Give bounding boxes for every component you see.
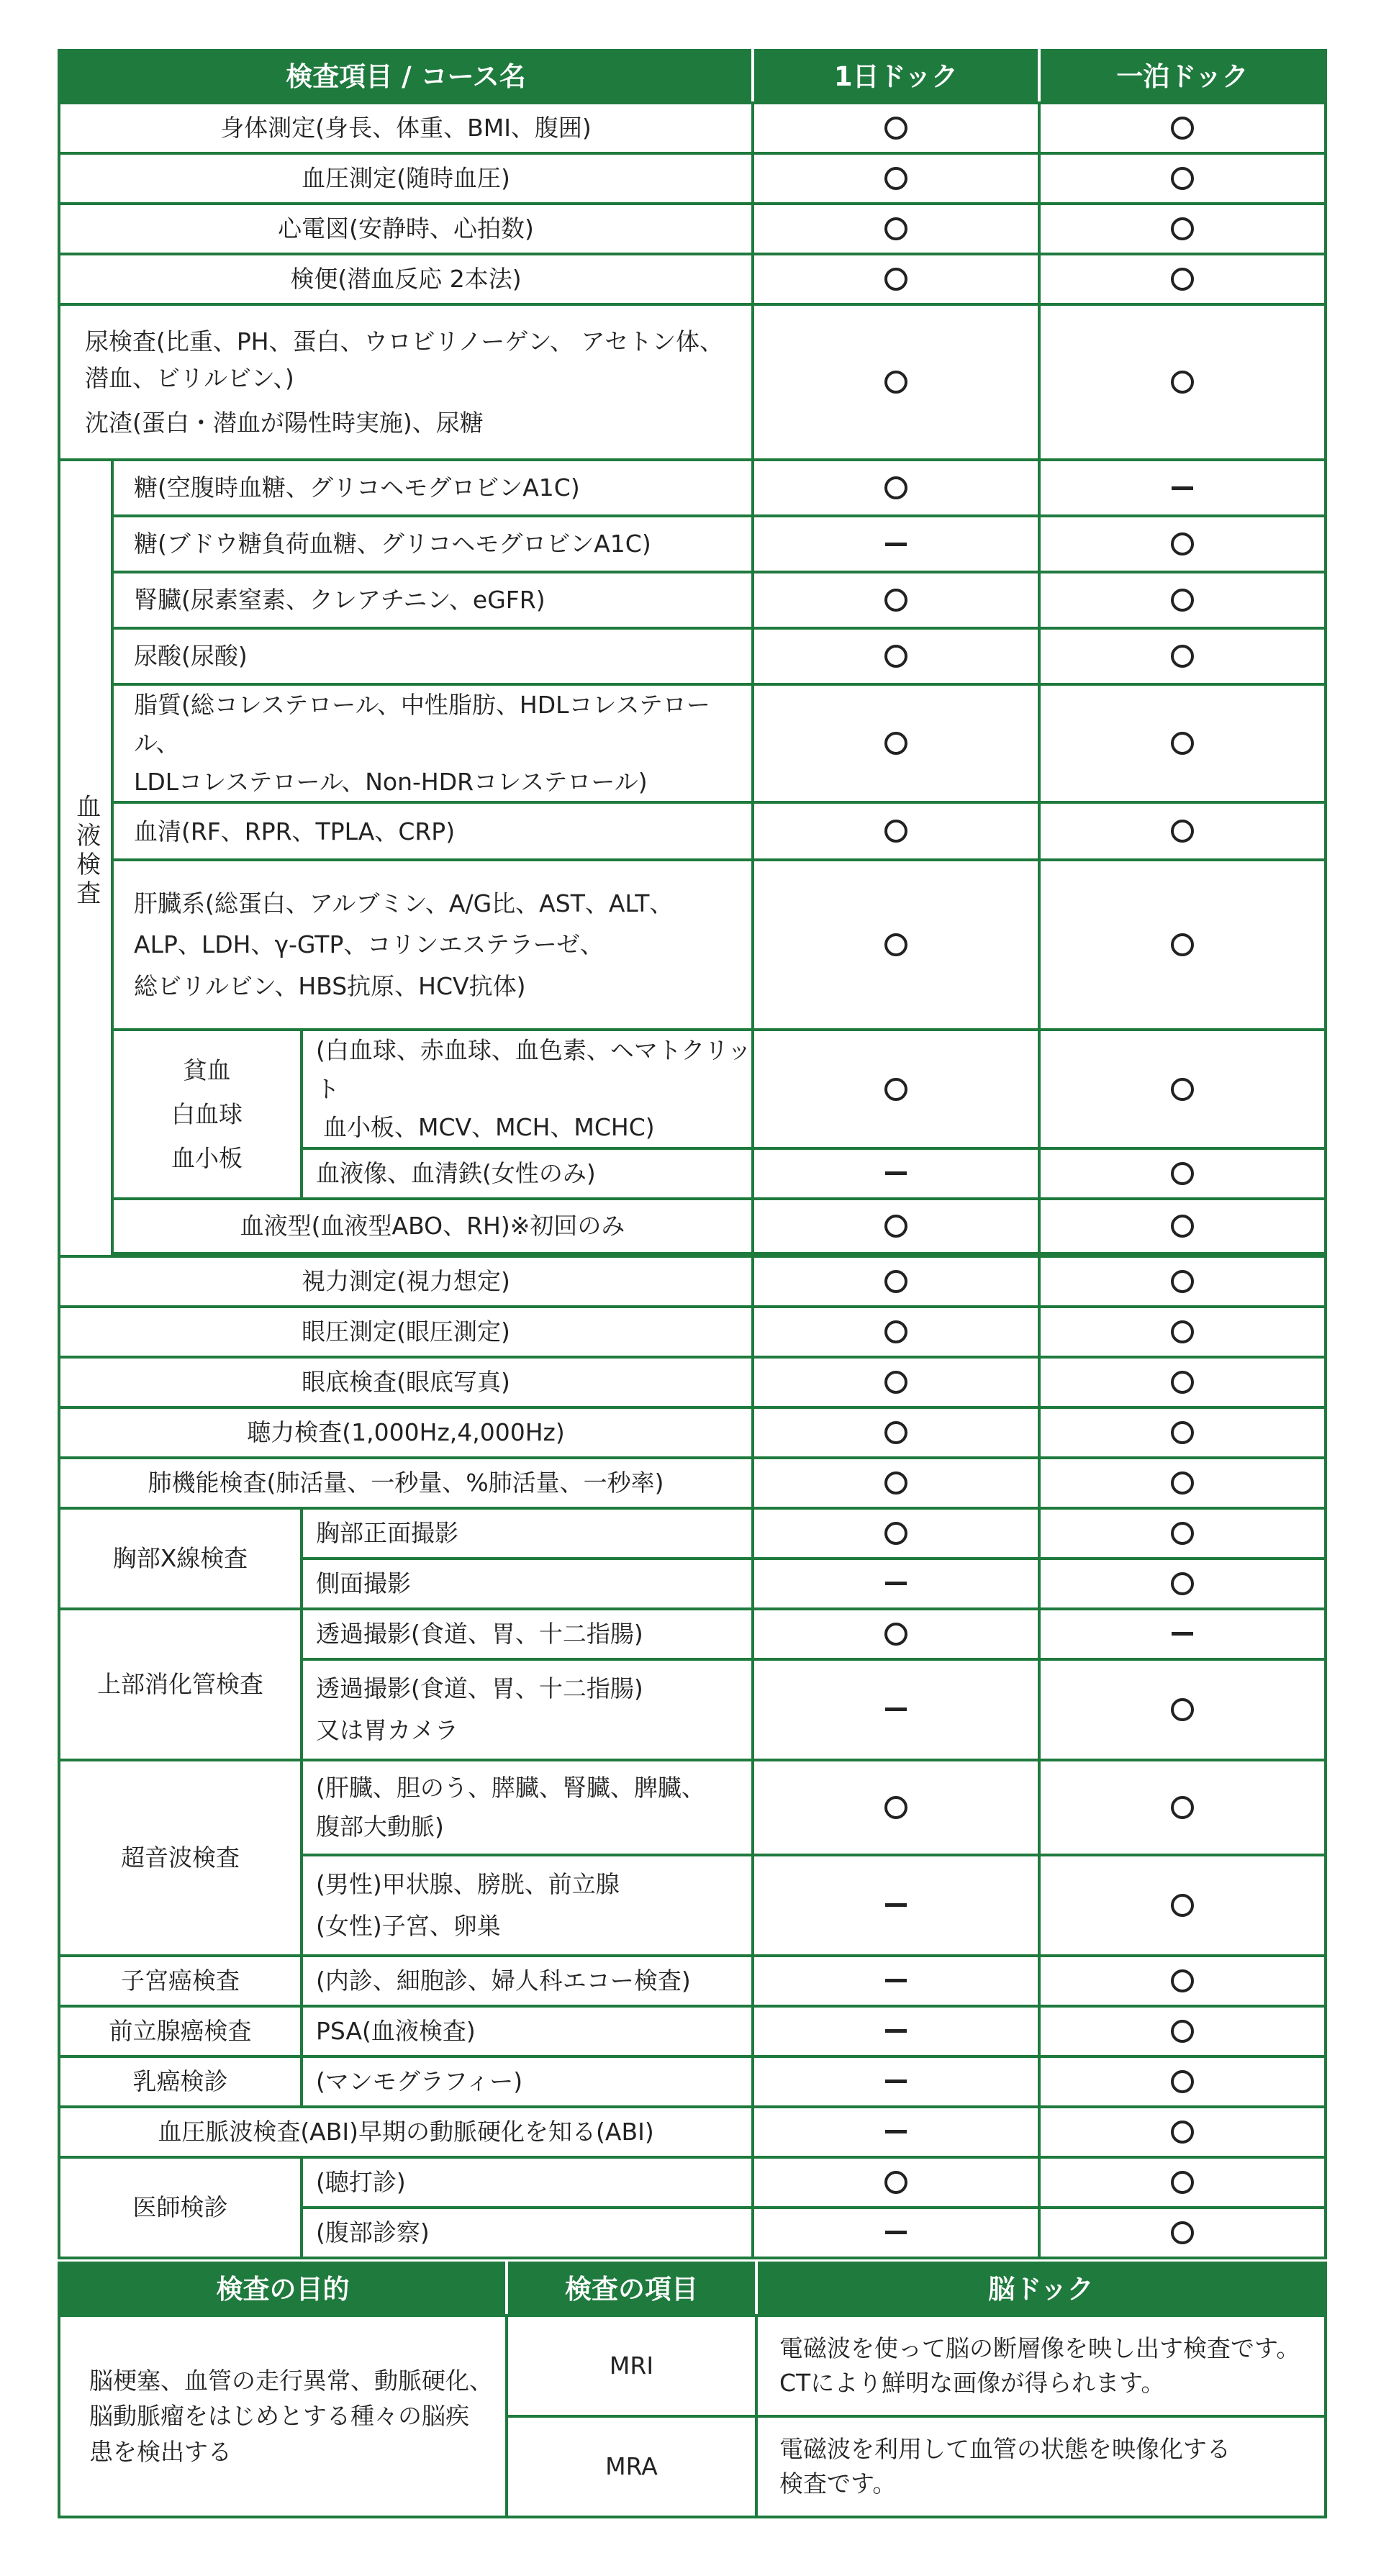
- group-label: 乳癌検診: [59, 2056, 302, 2107]
- table-row: [59, 1307, 1326, 1357]
- group-label: 超音波検査: [59, 1760, 302, 1956]
- header-day-dock: 1日ドック: [753, 50, 1039, 103]
- circle-mark-icon: [1039, 628, 1326, 684]
- row-text: ALP、LDH、γ-GTP、コリンエステラーゼ、: [134, 930, 604, 959]
- table-row: [59, 204, 1326, 254]
- table-row: [59, 628, 1326, 684]
- mra-label: MRA: [507, 2416, 756, 2517]
- row-text: 脂質(総コレステロール、中性脂肪、HDLコレステロール、: [134, 691, 710, 758]
- dash-mark-icon: [753, 2056, 1039, 2107]
- circle-mark-icon: [1039, 1659, 1326, 1760]
- table-row: [59, 1199, 1326, 1253]
- mri-description: [756, 2316, 1326, 2416]
- row-text: 貧血: [183, 1056, 231, 1084]
- row-text: 血小板: [171, 1144, 243, 1173]
- row-label: 尿酸(尿酸): [112, 628, 753, 684]
- row-label: (内診、細胞診、婦人科エコー検査): [302, 1956, 753, 2006]
- circle-mark-icon: [753, 1508, 1039, 1559]
- table-row: [59, 1357, 1326, 1407]
- row-text: (男性)甲状腺、膀胱、前立腺: [316, 1869, 620, 1898]
- circle-mark-icon: [753, 1407, 1039, 1458]
- row-text: 総ビリルビン、HBS抗原、HCV抗体): [134, 972, 526, 1001]
- row-label: 視力測定(視力想定): [59, 1256, 753, 1307]
- circle-mark-icon: [1039, 204, 1326, 254]
- row-label: 血液像、血清鉄(女性のみ): [302, 1148, 753, 1199]
- header-purpose: 検査の目的: [59, 2263, 507, 2316]
- row-text: (白血球、赤血球、血色素、ヘマトクリット: [316, 1036, 751, 1103]
- row-text: 白血球: [171, 1100, 243, 1129]
- row-text: 肝臓系(総蛋白、アルブミン、A/G比、AST、ALT、: [134, 889, 674, 917]
- row-text: 脳梗塞、血管の走行異常、動脈硬化、: [89, 2366, 493, 2395]
- circle-mark-icon: [1039, 684, 1326, 802]
- row-text: 透過撮影(食道、胃、十二指腸): [316, 1674, 643, 1702]
- circle-mark-icon: [1039, 516, 1326, 572]
- dash-mark-icon: [753, 2006, 1039, 2056]
- circle-mark-icon: [753, 572, 1039, 628]
- table-row: [59, 572, 1326, 628]
- table-row: [59, 860, 1326, 1030]
- circle-mark-icon: [753, 1256, 1039, 1307]
- dash-mark-icon: [753, 516, 1039, 572]
- circle-mark-icon: [753, 1030, 1039, 1148]
- group-label: 前立腺癌検査: [59, 2006, 302, 2056]
- table-row: [59, 802, 1326, 860]
- dash-mark-icon: [753, 1559, 1039, 1609]
- row-label: 透過撮影(食道、胃、十二指腸): [302, 1609, 753, 1659]
- circle-mark-icon: [753, 684, 1039, 802]
- row-label: 糖(空腹時血糖、グリコヘモグロビンA1C): [112, 460, 753, 516]
- row-label: 血圧脈波検査(ABI)早期の動脈硬化を知る(ABI): [59, 2107, 753, 2157]
- circle-mark-icon: [1039, 1030, 1326, 1148]
- anemia-group-label: [112, 1030, 302, 1198]
- circle-mark-icon: [753, 460, 1039, 516]
- dash-mark-icon: [753, 1855, 1039, 1956]
- row-label: 眼圧測定(眼圧測定): [59, 1307, 753, 1357]
- table-row: [59, 103, 1326, 153]
- row-label: 腎臓(尿素窒素、クレアチニン、eGFR): [112, 572, 753, 628]
- table-row: [59, 2107, 1326, 2157]
- table-row: [59, 1407, 1326, 1458]
- row-text: 電磁波を使って脳の断層像を映し出す検査です。: [779, 2334, 1300, 2363]
- row-text: 血小板、MCV、MCH、MCHC): [323, 1113, 655, 1142]
- dash-mark-icon: [1039, 1609, 1326, 1659]
- row-label: 眼底検査(眼底写真): [59, 1357, 753, 1407]
- dash-mark-icon: [1039, 460, 1326, 516]
- circle-mark-icon: [753, 860, 1039, 1030]
- row-label: 側面撮影: [302, 1559, 753, 1609]
- row-label: (マンモグラフィー): [302, 2056, 753, 2107]
- table-row: [59, 1609, 1326, 1659]
- dash-mark-icon: [753, 1659, 1039, 1760]
- header-item: 検査項目 / コース名: [59, 50, 753, 103]
- circle-mark-icon: [1039, 1956, 1326, 2006]
- purpose-text: [59, 2316, 507, 2517]
- table-row: [59, 1030, 1326, 1148]
- circle-mark-icon: [1039, 1256, 1326, 1307]
- circle-mark-icon: [1039, 2208, 1326, 2258]
- us-b-label: [302, 1855, 753, 1956]
- anemia-a-label: [302, 1030, 753, 1148]
- table-row: [59, 2316, 1326, 2416]
- circle-mark-icon: [753, 103, 1039, 153]
- circle-mark-icon: [1039, 1357, 1326, 1407]
- row-label: 糖(ブドウ糖負荷血糖、グリコヘモグロビンA1C): [112, 516, 753, 572]
- group-label: 医師検診: [59, 2157, 302, 2258]
- circle-mark-icon: [1039, 1760, 1326, 1855]
- table-row: [59, 1458, 1326, 1508]
- circle-mark-icon: [1039, 2107, 1326, 2157]
- group-label: 上部消化管検査: [59, 1609, 302, 1760]
- group-label: 子宮癌検査: [59, 1956, 302, 2006]
- table-row: [59, 2056, 1326, 2107]
- brain-dock-table: [58, 2262, 1327, 2518]
- circle-mark-icon: [753, 802, 1039, 860]
- row-label: 血圧測定(随時血圧): [59, 153, 753, 204]
- circle-mark-icon: [1039, 860, 1326, 1030]
- row-label: 血清(RF、RPR、TPLA、CRP): [112, 802, 753, 860]
- liver-label: [112, 860, 753, 1030]
- table-row: [59, 153, 1326, 204]
- row-text: 潜血、ビリルビン、): [85, 364, 294, 393]
- urine-test-label: [59, 304, 753, 460]
- row-label: 肺機能検査(肺活量、一秒量、%肺活量、一秒率): [59, 1458, 753, 1508]
- mra-description: [756, 2416, 1326, 2517]
- header-brain-dock: 脳ドック: [756, 2263, 1326, 2316]
- circle-mark-icon: [753, 2157, 1039, 2208]
- circle-mark-icon: [753, 204, 1039, 254]
- row-label: 聴力検査(1,000Hz,4,000Hz): [59, 1407, 753, 1458]
- table-row: [59, 254, 1326, 304]
- us-a-label: [302, 1760, 753, 1855]
- circle-mark-icon: [753, 153, 1039, 204]
- circle-mark-icon: [1039, 1855, 1326, 1956]
- circle-mark-icon: [1039, 1199, 1326, 1253]
- table-row: [59, 2006, 1326, 2056]
- row-label: 検便(潜血反応 2本法): [59, 254, 753, 304]
- circle-mark-icon: [753, 628, 1039, 684]
- circle-mark-icon: [1039, 2157, 1326, 2208]
- circle-mark-icon: [1039, 2056, 1326, 2107]
- row-text: 沈渣(蛋白・潜血が陽性時実施)、尿糖: [85, 408, 484, 437]
- circle-mark-icon: [1039, 1559, 1326, 1609]
- table-row: [59, 1508, 1326, 1559]
- row-text: 患を検出する: [89, 2437, 232, 2466]
- circle-mark-icon: [1039, 2006, 1326, 2056]
- row-text: 電磁波を利用して血管の状態を映像化する: [779, 2435, 1231, 2464]
- table-row: [59, 304, 1326, 460]
- circle-mark-icon: [753, 1307, 1039, 1357]
- row-label: 身体測定(身長、体重、BMI、腹囲): [59, 103, 753, 153]
- circle-mark-icon: [1039, 304, 1326, 460]
- circle-mark-icon: [1039, 1407, 1326, 1458]
- row-label: 心電図(安静時、心拍数): [59, 204, 753, 254]
- row-text: 検査です。: [779, 2470, 897, 2498]
- circle-mark-icon: [1039, 1458, 1326, 1508]
- row-text: 腹部大動脈): [316, 1812, 444, 1841]
- row-label: PSA(血液検査): [302, 2006, 753, 2056]
- circle-mark-icon: [753, 1199, 1039, 1253]
- row-text: (肝臓、胆のう、膵臓、腎臓、脾臓、: [316, 1774, 705, 1802]
- row-label: (腹部診察): [302, 2208, 753, 2258]
- circle-mark-icon: [753, 1458, 1039, 1508]
- circle-mark-icon: [1039, 572, 1326, 628]
- row-text: 又は胃カメラ: [316, 1715, 458, 1744]
- row-text: LDLコレステロール、Non-HDRコレステロール): [134, 767, 648, 796]
- circle-mark-icon: [753, 1609, 1039, 1659]
- circle-mark-icon: [753, 1357, 1039, 1407]
- row-label: (聴打診): [302, 2157, 753, 2208]
- circle-mark-icon: [1039, 802, 1326, 860]
- row-text: (女性)子宮、卵巣: [316, 1911, 501, 1940]
- table-row: [59, 1760, 1326, 1855]
- lipid-label: [112, 684, 753, 802]
- header-test-item: 検査の項目: [507, 2263, 756, 2316]
- row-label: 胸部正面撮影: [302, 1508, 753, 1559]
- circle-mark-icon: [753, 1760, 1039, 1855]
- dash-mark-icon: [753, 2208, 1039, 2258]
- mri-label: MRI: [507, 2316, 756, 2416]
- circle-mark-icon: [1039, 1148, 1326, 1199]
- circle-mark-icon: [753, 254, 1039, 304]
- table-row: [59, 516, 1326, 572]
- circle-mark-icon: [1039, 1508, 1326, 1559]
- row-text: 脳動脈瘤をはじめとする種々の脳疾: [89, 2402, 469, 2431]
- dash-mark-icon: [753, 2107, 1039, 2157]
- gi-b-label: [302, 1659, 753, 1760]
- circle-mark-icon: [1039, 153, 1326, 204]
- circle-mark-icon: [1039, 254, 1326, 304]
- dash-mark-icon: [753, 1956, 1039, 2006]
- header-overnight-dock: 一泊ドック: [1039, 50, 1326, 103]
- table-row: [59, 2157, 1326, 2208]
- row-text: CTにより鮮明な画像が得られます。: [779, 2369, 1165, 2397]
- circle-mark-icon: [1039, 103, 1326, 153]
- row-label: 血液型(血液型ABO、RH)※初回のみ: [112, 1199, 753, 1253]
- table-row: [59, 684, 1326, 802]
- course-comparison-table: [58, 49, 1327, 2259]
- circle-mark-icon: [753, 304, 1039, 460]
- table-row: [59, 1956, 1326, 2006]
- blood-test-group-label: 血液検査: [59, 460, 112, 1256]
- group-label: 胸部X線検査: [59, 1508, 302, 1609]
- row-text: 尿検査(比重、PH、蛋白、ウロビリノーゲン、 アセトン体、: [85, 327, 724, 356]
- table-row: [59, 460, 1326, 516]
- table-row: [59, 1256, 1326, 1307]
- dash-mark-icon: [753, 1148, 1039, 1199]
- circle-mark-icon: [1039, 1307, 1326, 1357]
